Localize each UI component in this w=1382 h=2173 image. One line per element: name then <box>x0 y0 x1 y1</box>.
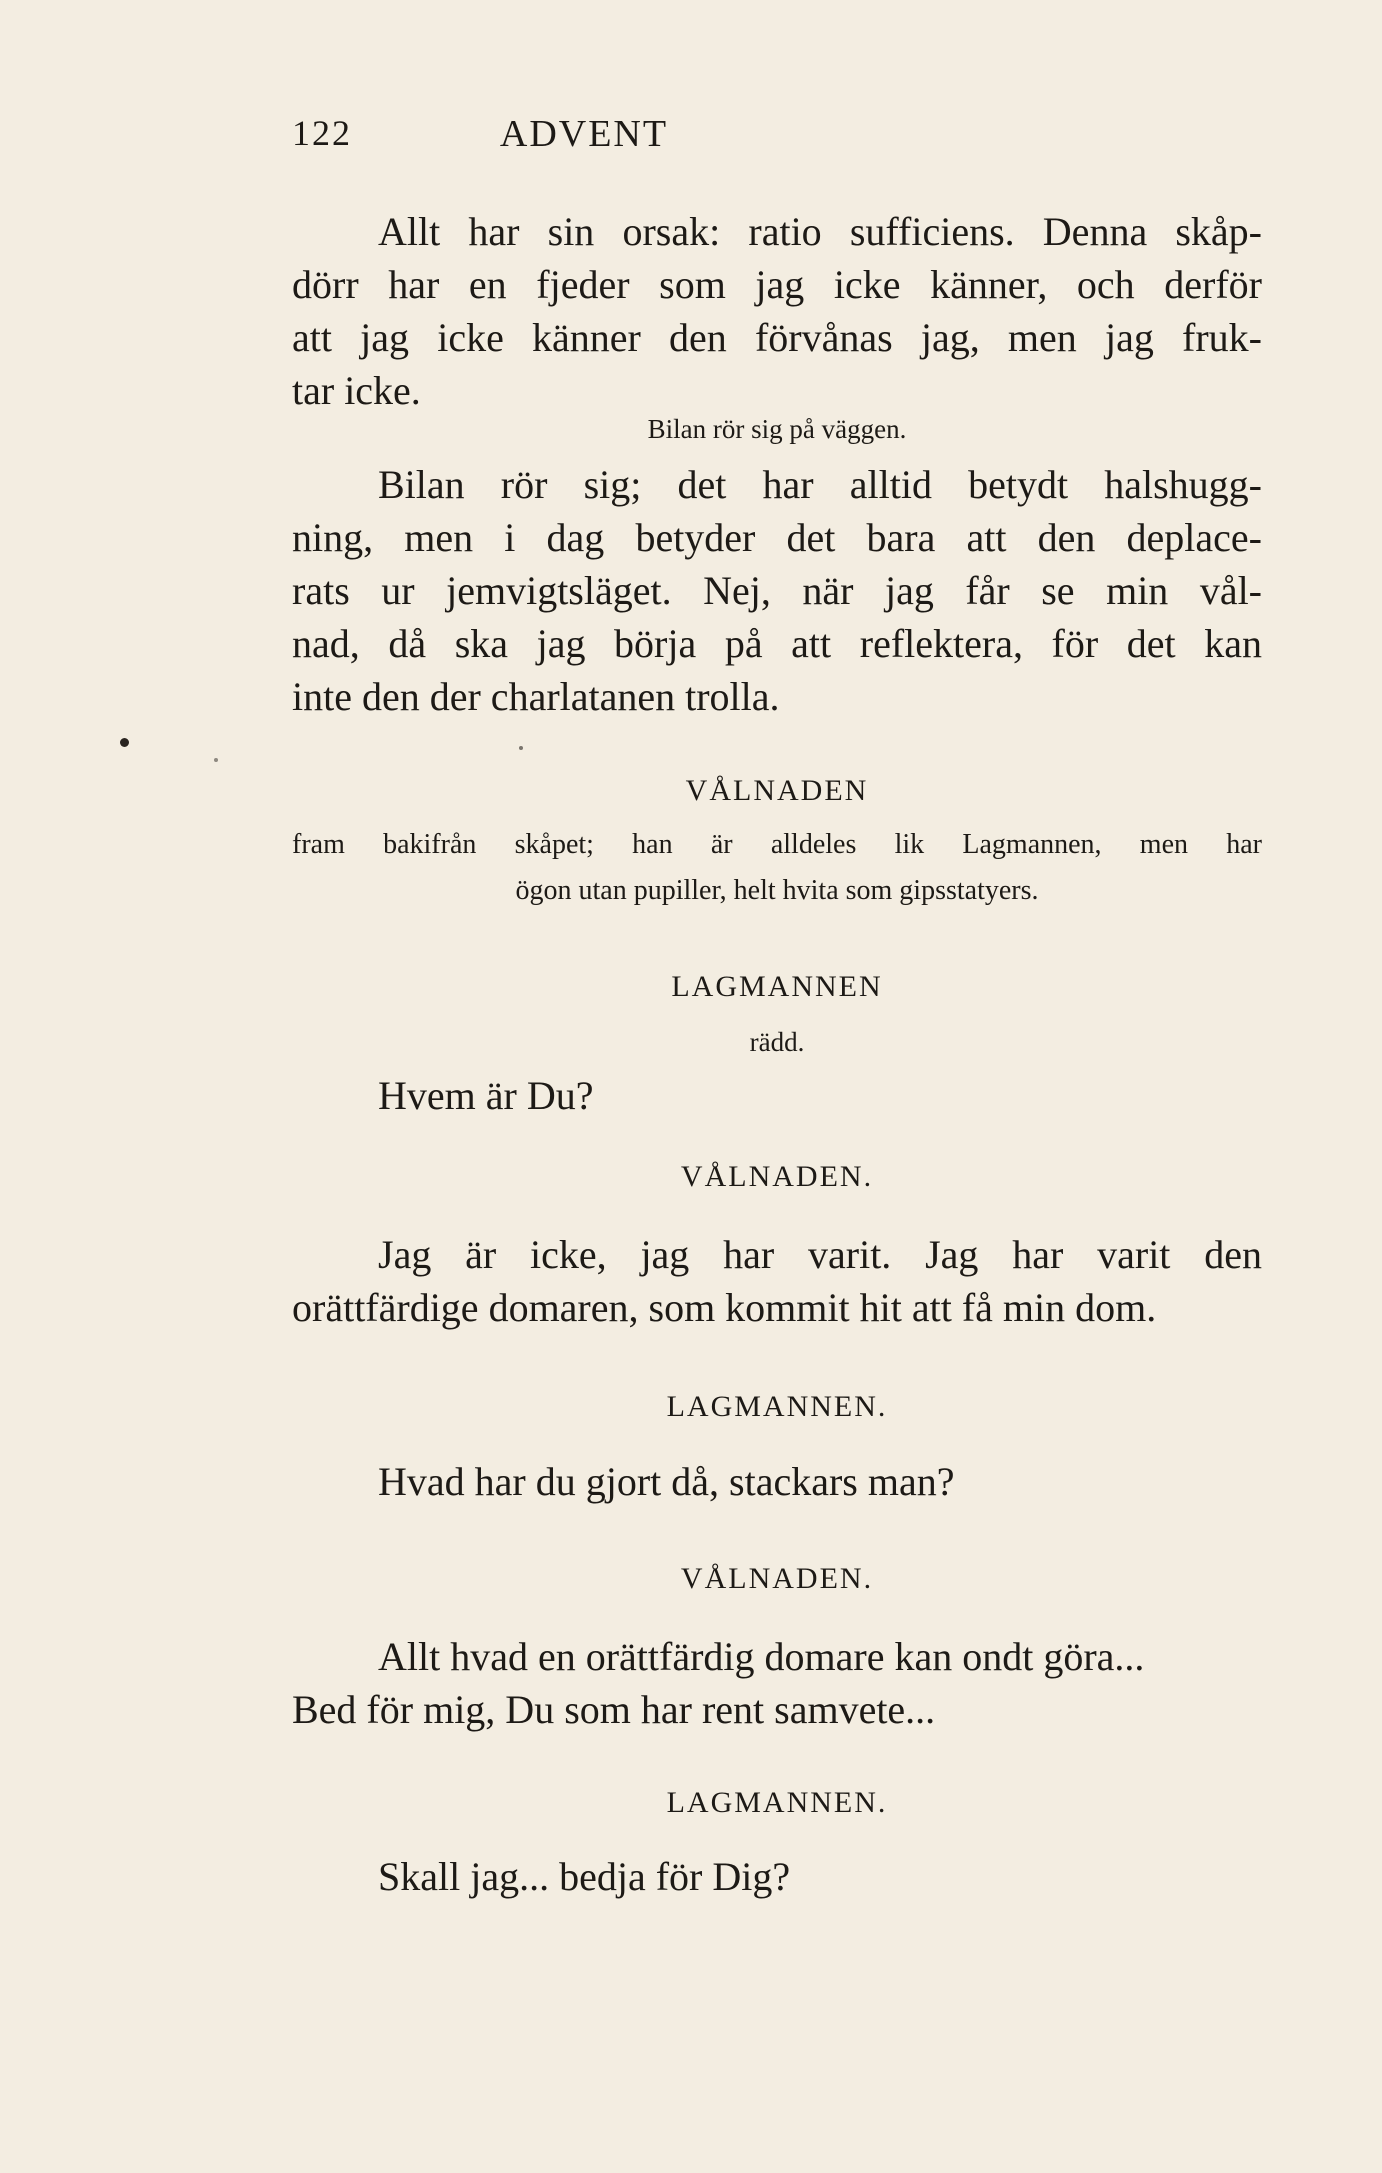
paragraph-1 <box>292 205 1262 417</box>
speaker-name: VÅLNADEN. <box>680 1562 874 1595</box>
paragraph-4 <box>292 1630 1262 1736</box>
speaker-name: VÅLNADEN. <box>680 1160 874 1193</box>
ink-speck <box>519 746 523 750</box>
stage-direction: Bilan rör sig på väggen. <box>647 414 907 444</box>
text-line: tar icke. <box>292 368 421 413</box>
paragraph-2 <box>292 458 1262 723</box>
text-line: fram bakifrån skåpet; han är alldeles lik Lagmannen, men har <box>292 829 1262 860</box>
text-line: dörr har en fjeder som jag icke känner, och derför <box>292 262 1262 307</box>
text-line: nad, då ska jag börja på att reflektera, för det kan <box>292 621 1262 666</box>
speaker-name: LAGMANNEN. <box>666 1786 888 1819</box>
paragraph-3 <box>292 1228 1262 1334</box>
text-line: Bed för mig, Du som har rent samvete... <box>292 1687 936 1732</box>
text-line: ögon utan pupiller, helt hvita som gipsstatyers. <box>515 875 1039 906</box>
text-line: Bilan rör sig; det har alltid betydt halshugg- <box>378 462 1262 507</box>
speech-line: Hvad har du gjort då, stackars man? <box>378 1459 955 1504</box>
ink-speck <box>120 738 129 747</box>
stage-direction-block <box>292 822 1262 914</box>
text-line: Allt hvad en orättfärdig domare kan ondt göra... <box>378 1634 1145 1679</box>
speech-line: Skall jag... bedja för Dig? <box>378 1854 791 1899</box>
text-line: orättfärdige domaren, som kommit hit att få min dom. <box>292 1285 1157 1330</box>
text-line: rats ur jemvigtsläget. Nej, när jag får se min vål- <box>292 568 1262 613</box>
text-line: ning, men i dag betyder det bara att den deplace- <box>292 515 1262 560</box>
speaker-name: LAGMANNEN. <box>666 1390 888 1423</box>
ink-speck <box>214 758 218 762</box>
speech-line: Hvem är Du? <box>378 1073 594 1118</box>
text-line: Jag är icke, jag har varit. Jag har varit den <box>378 1232 1262 1277</box>
running-title: ADVENT <box>499 113 669 155</box>
text-line: att jag icke känner den förvånas jag, men jag fruk- <box>292 315 1262 360</box>
text-line: Allt har sin orsak: ratio sufficiens. Denna skåp- <box>378 209 1262 254</box>
page-header <box>292 112 876 162</box>
stage-direction: rädd. <box>749 1027 805 1057</box>
speaker-name: VÅLNADEN <box>685 774 869 807</box>
page-number: 122 <box>292 113 352 153</box>
speaker-name: LAGMANNEN <box>671 970 883 1003</box>
text-line: inte den der charlatanen trolla. <box>292 674 780 719</box>
